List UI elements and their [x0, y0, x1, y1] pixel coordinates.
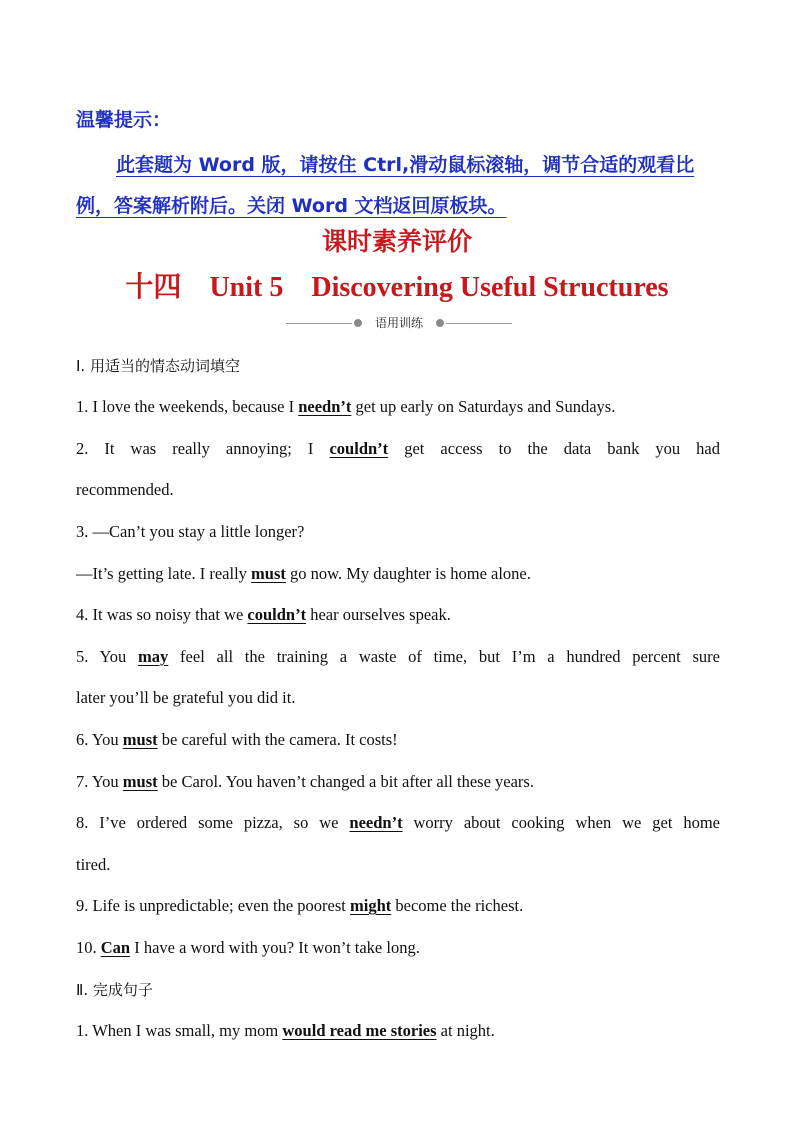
answer: may — [138, 647, 169, 666]
answer: might — [350, 896, 392, 915]
question-4 — [76, 604, 720, 626]
question-text: be careful with the camera. It costs! — [157, 730, 398, 749]
answer: couldn’t — [247, 605, 307, 624]
answer: couldn’t — [329, 439, 389, 458]
question-8 — [76, 812, 720, 834]
question-3: 3. —Can’t you stay a little longer? — [76, 522, 305, 541]
lesson-title — [0, 265, 794, 305]
tip-body-text: 此套题为 Word 版，请按住 Ctrl,滑动鼠标滚轴，调节合适的观看比例，答案解析附后。关闭 Word 文档返回原板块。 — [76, 154, 695, 217]
lesson-topic: Discovering Useful Structures — [311, 272, 669, 303]
question-text: be Carol. You haven’t changed a bit after all these years. — [157, 772, 534, 791]
part2-heading: Ⅱ. 完成句子 — [76, 981, 153, 999]
question-text: —It’s getting late. I really — [76, 564, 252, 583]
tip-heading: 温馨提示： — [76, 109, 172, 131]
question-text: 10. — [76, 938, 101, 957]
divider-line-right — [446, 323, 512, 324]
answer: must — [251, 564, 286, 583]
answer: needn’t — [349, 813, 403, 832]
question-1 — [76, 396, 720, 418]
question-2-continued: recommended. — [76, 480, 174, 499]
question-7 — [76, 771, 720, 793]
question-text: get access to the data bank you had — [388, 439, 720, 458]
question-5 — [76, 646, 720, 668]
question-text: 8. I’ve ordered some pizza, so we — [76, 813, 350, 832]
question-text: 2. It was really annoying; I — [76, 439, 330, 458]
question-text: at night. — [436, 1021, 495, 1040]
question-text: become the richest. — [391, 896, 524, 915]
part1-heading: Ⅰ. 用适当的情态动词填空 — [76, 357, 240, 375]
question-text: 1. I love the weekends, because I — [76, 397, 299, 416]
question-text: feel all the training a waste of time, but I’m a hundred percent sure — [168, 647, 721, 666]
lesson-unit: Unit 5 — [209, 272, 284, 303]
question-text: 7. You — [76, 772, 123, 791]
question-9 — [76, 895, 720, 917]
page-title: 课时素养评价 — [321, 227, 472, 256]
section-label: 语用训练 — [374, 316, 423, 330]
question-text: 4. It was so noisy that we — [76, 605, 248, 624]
question-text: 9. Life is unpredictable; even the poorest — [76, 896, 350, 915]
question-5-continued: later you’ll be grateful you did it. — [76, 688, 296, 707]
question-text: worry about cooking when we get home — [402, 813, 720, 832]
answer: would read me stories — [282, 1021, 437, 1040]
part2-question-1 — [76, 1020, 720, 1042]
question-text: 1. When I was small, my mom — [76, 1021, 283, 1040]
answer: must — [122, 772, 158, 791]
question-10 — [76, 937, 720, 959]
section-divider — [286, 314, 512, 332]
lesson-number: 十四 — [125, 272, 182, 303]
question-6 — [76, 729, 720, 751]
question-text: 6. You — [76, 730, 123, 749]
question-text: get up early on Saturdays and Sundays. — [351, 397, 616, 416]
question-text: hear ourselves speak. — [306, 605, 451, 624]
question-8-continued: tired. — [76, 855, 111, 874]
divider-dot-right — [436, 319, 444, 327]
question-text: go now. My daughter is home alone. — [285, 564, 531, 583]
tip-body — [76, 145, 720, 227]
answer: needn’t — [298, 397, 352, 416]
question-2 — [76, 438, 720, 460]
answer: must — [122, 730, 158, 749]
answer: Can — [100, 938, 131, 957]
question-3-reply — [76, 563, 720, 585]
question-text: I have a word with you? It won’t take long. — [130, 938, 420, 957]
question-text: 5. You — [76, 647, 139, 666]
